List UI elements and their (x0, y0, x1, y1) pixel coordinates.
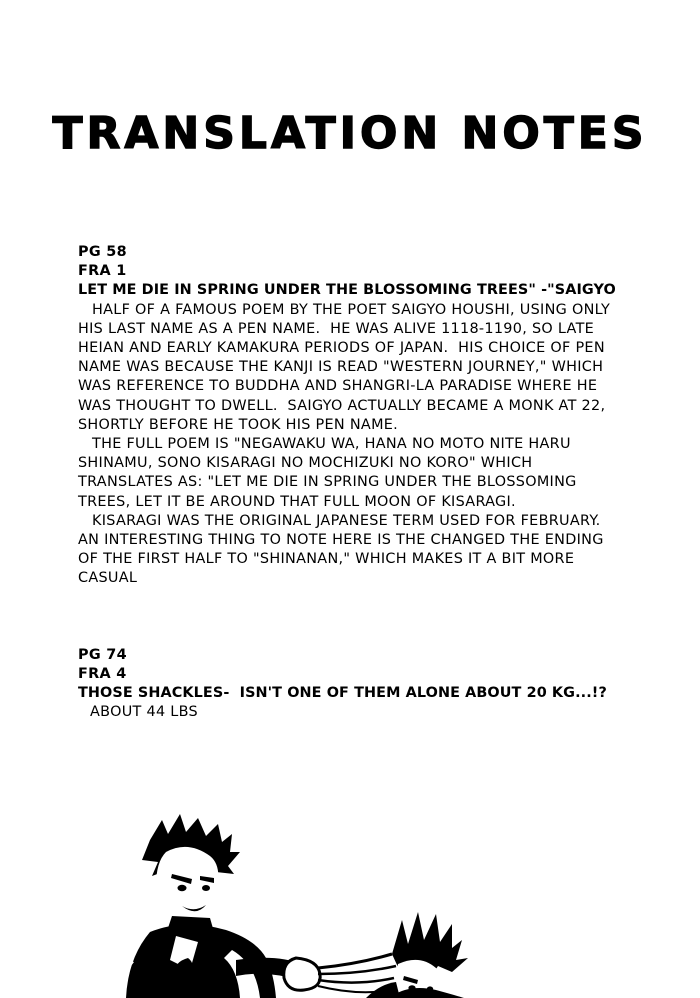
section-spacer (78, 589, 626, 646)
note-block-pg74 (78, 646, 626, 723)
manga-artwork (0, 808, 700, 998)
note-heading: LET ME DIE IN SPRING UNDER THE BLOSSOMING TREES" -"SAIGYO (78, 282, 616, 299)
note-heading: THOSE SHACKLES- ISN'T ONE OF THEM ALONE ABOUT 20 KG...!? (78, 685, 607, 702)
page-label: PG 58 (78, 244, 127, 260)
frame-label: FRA 1 (78, 263, 127, 280)
note-paragraph: HALF OF A FAMOUS POEM BY THE POET SAIGYO HOUSHI, USING ONLY HIS LAST NAME AS A PEN NAME. HE WAS ALIVE 1118-1190, SO LATE HEIAN AND EARLY KAMAKURA PERIODS OF JAPAN. HIS CHOICE OF PEN NAME WAS BECAUSE THE KANJI IS READ "WESTERN JOURNEY," WHICH WAS REFERENCE TO BUDDHA AND SHANGRI-LA PARADISE WHERE HE WAS THOUGHT TO DWELL. SAIGYO ACTUALLY BECAME A MONK AT 22, SHORTLY BEFORE HE TOOK HIS PEN NAME. (78, 301, 616, 433)
note-paragraph: ABOUT 44 LBS (90, 704, 198, 721)
page-label: PG 74 (78, 646, 127, 663)
frame-label: FRA 4 (78, 665, 127, 682)
note-block-pg58 (78, 243, 626, 589)
page-title: TRANSLATION NOTES (52, 108, 648, 159)
note-paragraph: KISARAGI WAS THE ORIGINAL JAPANESE TERM USED FOR FEBRUARY. AN INTERESTING THING TO NOTE HERE IS THE CHANGED THE ENDING OF THE FIRST HALF TO "SHINANAN," WHICH MAKES IT A BIT MORE CASUAL (78, 512, 609, 587)
note-paragraph: THE FULL POEM IS "NEGAWAKU WA, HANA NO MOTO NITE HARU SHINAMU, SONO KISARAGI NO MOCHIZUKI NO KORO" WHICH TRANSLATES AS: "LET ME DIE IN SPRING UNDER THE BLOSSOMING TREES, LET IT BE AROUND THAT FULL MOON OF KISARAGI. (78, 436, 582, 510)
notes-body (78, 243, 626, 722)
